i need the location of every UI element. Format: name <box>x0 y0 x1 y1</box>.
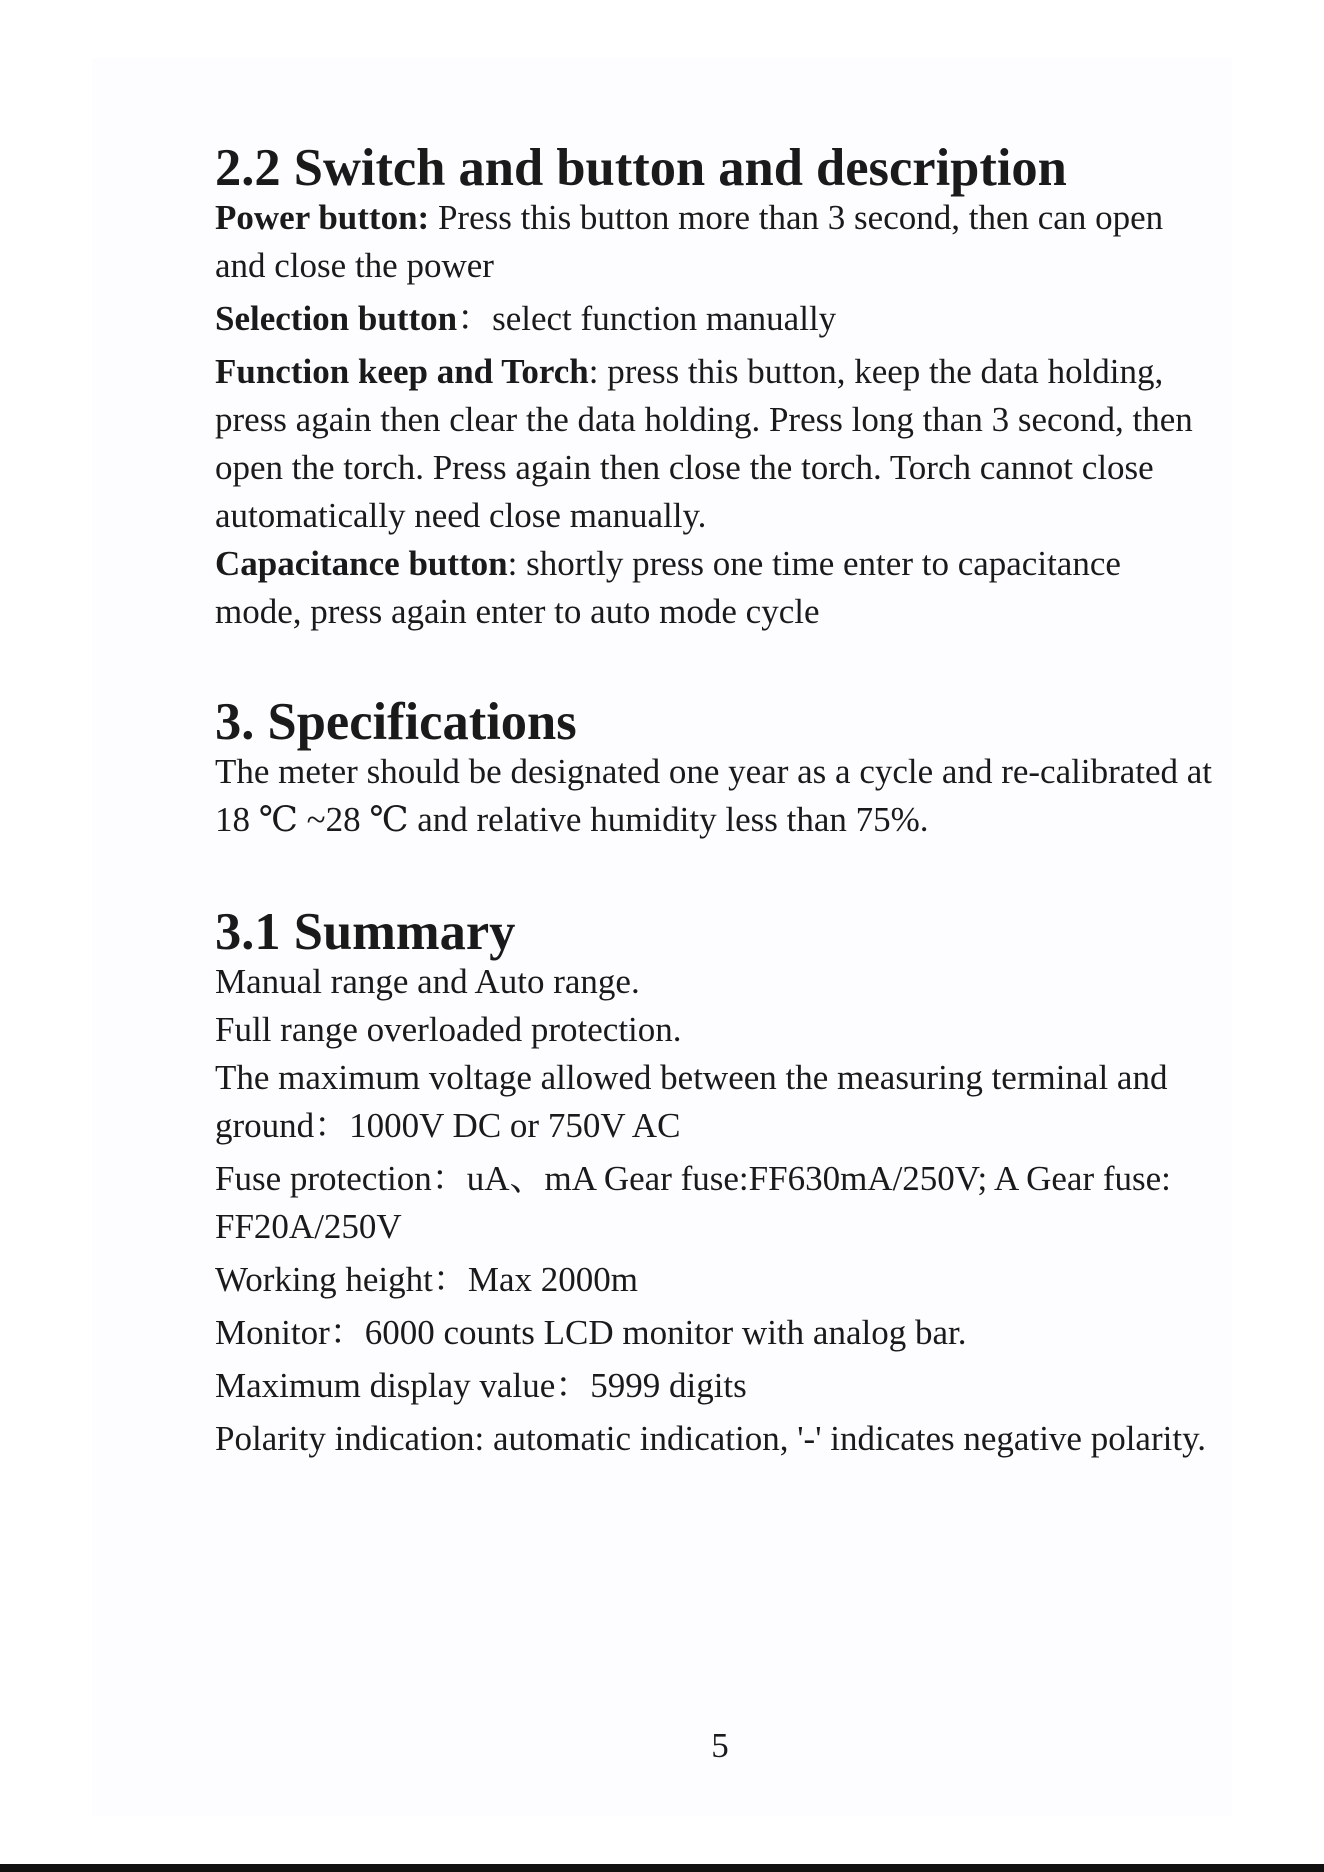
selection-button-term: Selection button <box>215 299 458 338</box>
summary-line: Fuse protection：uA、mA Gear fuse:FF630mA/250V; A Gear fuse: FF20A/250V <box>215 1159 1171 1246</box>
summary-line: Manual range and Auto range. <box>215 962 640 1001</box>
summary-line: The maximum voltage allowed between the measuring terminal and ground：1000V DC or 750V AC <box>215 1058 1168 1145</box>
capacitance-button-text: : shortly press one time enter to capacitance mode, press again enter to auto mode cycle <box>215 544 1121 631</box>
summary-line: Full range overloaded protection. <box>215 1010 682 1049</box>
section-summary <box>215 903 1215 1463</box>
specifications-text: The meter should be designated one year as a cycle and re-calibrated at 18 ℃ ~28 ℃ and relative humidity less than 75%. <box>215 752 1213 839</box>
function-keep-torch-term: Function keep and Torch <box>215 352 589 391</box>
function-keep-torch-description <box>215 348 1215 540</box>
selection-button-text: ：select function manually <box>457 299 837 338</box>
section-switch-buttons <box>215 139 1215 636</box>
power-button-term: Power button: <box>215 198 430 237</box>
manual-page-content <box>215 139 1215 1463</box>
section-spacer <box>215 636 1215 696</box>
section-heading-3-1: 3.1 Summary <box>215 903 516 961</box>
summary-line: Maximum display value：5999 digits <box>215 1366 747 1405</box>
summary-line: Polarity indication: automatic indication, '-' indicates negative polarity. <box>215 1419 1207 1458</box>
scan-bottom-edge <box>0 1864 1324 1872</box>
section-specifications <box>215 693 1215 844</box>
function-keep-torch-text: : press this button, keep the data holding, press again then clear the data holding. Press long than 3 second, then open the torch. Press again then close the torch. Torch cannot close automatically need close manually. <box>215 352 1193 535</box>
page-number: 5 <box>711 1726 729 1765</box>
power-button-description <box>215 194 1215 290</box>
selection-button-description <box>215 295 1215 343</box>
section-heading-3: 3. Specifications <box>215 693 577 751</box>
section-spacer <box>215 844 1215 906</box>
summary-line: Monitor：6000 counts LCD monitor with analog bar. <box>215 1313 967 1352</box>
power-button-text: Press this button more than 3 second, then can open and close the power <box>215 198 1164 285</box>
capacitance-button-description <box>215 540 1215 636</box>
summary-line: Working height：Max 2000m <box>215 1260 638 1299</box>
section-heading-2-2: 2.2 Switch and button and description <box>215 139 1067 197</box>
capacitance-button-term: Capacitance button <box>215 544 508 583</box>
